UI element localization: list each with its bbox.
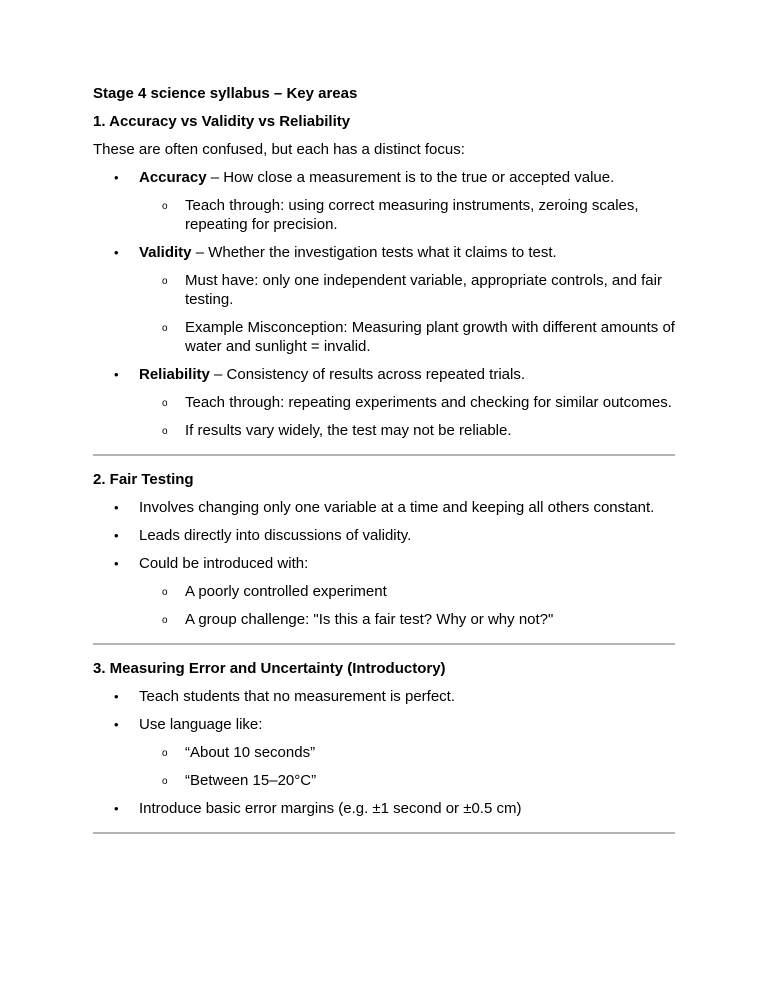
document-page [93,84,675,848]
document-title: Stage 4 science syllabus – Key areas [93,85,358,102]
section-heading: 2. Fair Testing [93,471,194,488]
sub-item-text: “About 10 seconds” [185,744,316,761]
hollow-bullet-icon: o [162,748,168,759]
list-item-validity [93,243,675,356]
list-item [93,799,675,818]
item-text: Could be introduced with: [139,555,309,572]
section-measuring-error [93,659,675,818]
sub-item-text: A poorly controlled experiment [185,583,387,600]
hollow-bullet-icon: o [162,426,168,437]
bullet-icon: • [114,528,119,543]
sub-list-item [139,196,675,234]
sub-item-text: Example Misconception: Measuring plant growth with different amounts of water and sunlight = invalid. [185,319,675,355]
term-label: Reliability [139,366,210,383]
sub-bullet-list [139,582,675,629]
sub-item-text: Teach through: using correct measuring instruments, zeroing scales, repeating for precision. [185,197,639,233]
term-description: – Consistency of results across repeated trials. [209,366,525,383]
list-item [93,687,675,706]
sub-item-text: Must have: only one independent variable, appropriate controls, and fair testing. [185,272,662,308]
list-item [93,498,675,517]
horizontal-rule [93,832,675,834]
term-label: Validity [139,244,192,261]
list-item [93,554,675,629]
item-text: Introduce basic error margins (e.g. ±1 second or ±0.5 cm) [139,800,522,817]
bullet-icon: • [114,367,119,382]
list-item-accuracy [93,168,675,234]
bullet-icon: • [114,801,119,816]
sub-list-item [139,271,675,309]
hollow-bullet-icon: o [162,276,168,287]
item-text: Involves changing only one variable at a time and keeping all others constant. [139,499,655,516]
list-item [93,526,675,545]
bullet-icon: • [114,689,119,704]
bullet-icon: • [114,170,119,185]
sub-list-item [139,421,675,440]
list-item [93,715,675,790]
horizontal-rule [93,643,675,645]
section-heading: 1. Accuracy vs Validity vs Reliability [93,113,351,130]
sub-list-item [139,743,675,762]
hollow-bullet-icon: o [162,398,168,409]
sub-list-item [139,318,675,356]
bullet-list [93,498,675,629]
section-accuracy-validity-reliability [93,112,675,440]
item-text: Use language like: [139,716,263,733]
sub-list-item [139,771,675,790]
sub-list-item [139,393,675,412]
bullet-list [93,687,675,818]
term-description: – How close a measurement is to the true or accepted value. [206,169,615,186]
hollow-bullet-icon: o [162,201,168,212]
bullet-icon: • [114,717,119,732]
bullet-icon: • [114,556,119,571]
sub-bullet-list [139,271,675,356]
sub-item-text: “Between 15–20°C” [185,772,317,789]
term-description: – Whether the investigation tests what it claims to test. [191,244,557,261]
sub-bullet-list [139,393,675,440]
bullet-list [93,168,675,440]
hollow-bullet-icon: o [162,615,168,626]
hollow-bullet-icon: o [162,323,168,334]
bullet-icon: • [114,245,119,260]
section-intro: These are often confused, but each has a distinct focus: [93,141,465,158]
sub-item-text: A group challenge: "Is this a fair test? Why or why not?" [185,611,554,628]
sub-item-text: Teach through: repeating experiments and checking for similar outcomes. [185,394,672,411]
sub-list-item [139,582,675,601]
horizontal-rule [93,454,675,456]
item-text: Teach students that no measurement is perfect. [139,688,456,705]
hollow-bullet-icon: o [162,776,168,787]
term-label: Accuracy [139,169,207,186]
list-item-reliability [93,365,675,440]
sub-list-item [139,610,675,629]
item-text: Leads directly into discussions of validity. [139,527,412,544]
sub-item-text: If results vary widely, the test may not be reliable. [185,422,512,439]
section-fair-testing [93,470,675,629]
sub-bullet-list [139,196,675,234]
hollow-bullet-icon: o [162,587,168,598]
section-heading: 3. Measuring Error and Uncertainty (Introductory) [93,660,446,677]
sub-bullet-list [139,743,675,790]
bullet-icon: • [114,500,119,515]
